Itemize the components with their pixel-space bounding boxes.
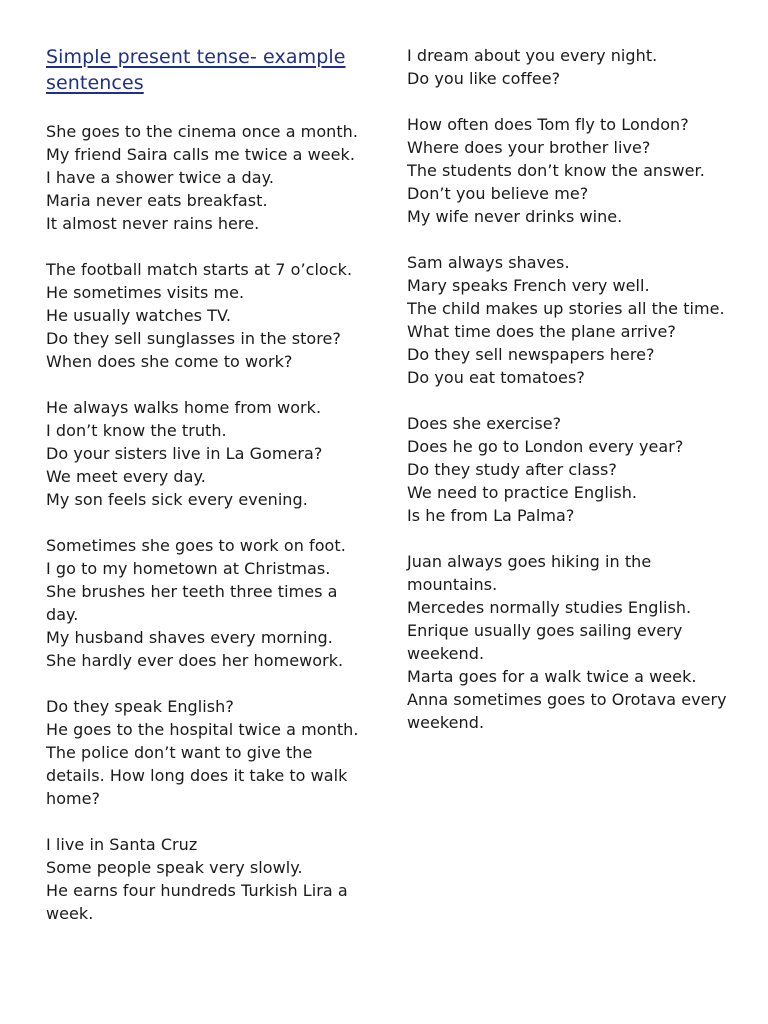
sentence: I live in Santa Cruz [46,835,198,854]
sentence-group [46,258,368,373]
sentence: How often does Tom fly to London? [407,115,689,134]
sentence: She goes to the cinema once a month. [46,122,358,141]
sentence: Mercedes normally studies English. [407,598,692,617]
sentence: Does he go to London every year? [407,437,684,456]
sentence: It almost never rains here. [46,214,260,233]
sentence: Do they study after class? [407,460,617,479]
sentence-group [407,251,727,389]
sentence-group [407,44,727,90]
sentence: He usually watches TV. [46,306,232,325]
sentence: Don’t you believe me? [407,184,589,203]
sentence: He always walks home from work. [46,398,322,417]
sentence: She brushes her teeth three times a day. [46,582,338,624]
sentence: What time does the plane arrive? [407,322,676,341]
sentence: Anna sometimes goes to Orotava every weekend. [407,690,727,732]
sentence: I don’t know the truth. [46,421,227,440]
sentence: He sometimes visits me. [46,283,245,302]
sentence: The football match starts at 7 o’clock. [46,260,353,279]
sentence: My husband shaves every morning. [46,628,333,647]
sentence: I have a shower twice a day. [46,168,274,187]
sentence: I go to my hometown at Christmas. [46,559,331,578]
sentence: Does she exercise? [407,414,562,433]
sentence-group [46,695,368,810]
sentence: Do they speak English? [46,697,234,716]
sentence-group [407,412,727,527]
sentence: My friend Saira calls me twice a week. [46,145,355,164]
sentence: My son feels sick every evening. [46,490,308,509]
sentence: He goes to the hospital twice a month. [46,720,359,739]
sentence-group [46,534,368,672]
sentence: Do they sell sunglasses in the store? [46,329,341,348]
sentence: Enrique usually goes sailing every weekend. [407,621,683,663]
sentence: Do your sisters live in La Gomera? [46,444,323,463]
sentence: Do you like coffee? [407,69,561,88]
sentence: The police don’t want to give the details. How long does it take to walk home? [46,743,348,808]
left-column [46,44,368,948]
sentence-group [407,113,727,228]
sentence: She hardly ever does her homework. [46,651,344,670]
sentence: Do they sell newspapers here? [407,345,655,364]
sentence-group [407,550,727,734]
right-column [407,44,727,757]
sentence: Sometimes she goes to work on foot. [46,536,346,555]
sentence-group [46,120,368,235]
sentence: We meet every day. [46,467,206,486]
sentence: Is he from La Palma? [407,506,575,525]
sentence: Some people speak very slowly. [46,858,303,877]
sentence: Marta goes for a walk twice a week. [407,667,697,686]
sentence: When does she come to work? [46,352,293,371]
sentence: The students don’t know the answer. [407,161,705,180]
sentence: My wife never drinks wine. [407,207,623,226]
sentence: He earns four hundreds Turkish Lira a week. [46,881,348,923]
sentence-group [46,833,368,925]
sentence: I dream about you every night. [407,46,658,65]
sentence: Juan always goes hiking in the mountains. [407,552,652,594]
sentence: Do you eat tomatoes? [407,368,585,387]
sentence: Maria never eats breakfast. [46,191,268,210]
sentence-group [46,396,368,511]
sentence: Where does your brother live? [407,138,651,157]
sentence: Mary speaks French very well. [407,276,650,295]
sentence: The child makes up stories all the time. [407,299,725,318]
sentence: Sam always shaves. [407,253,570,272]
sentence: We need to practice English. [407,483,638,502]
page-title: Simple present tense- example sentences [46,46,346,94]
